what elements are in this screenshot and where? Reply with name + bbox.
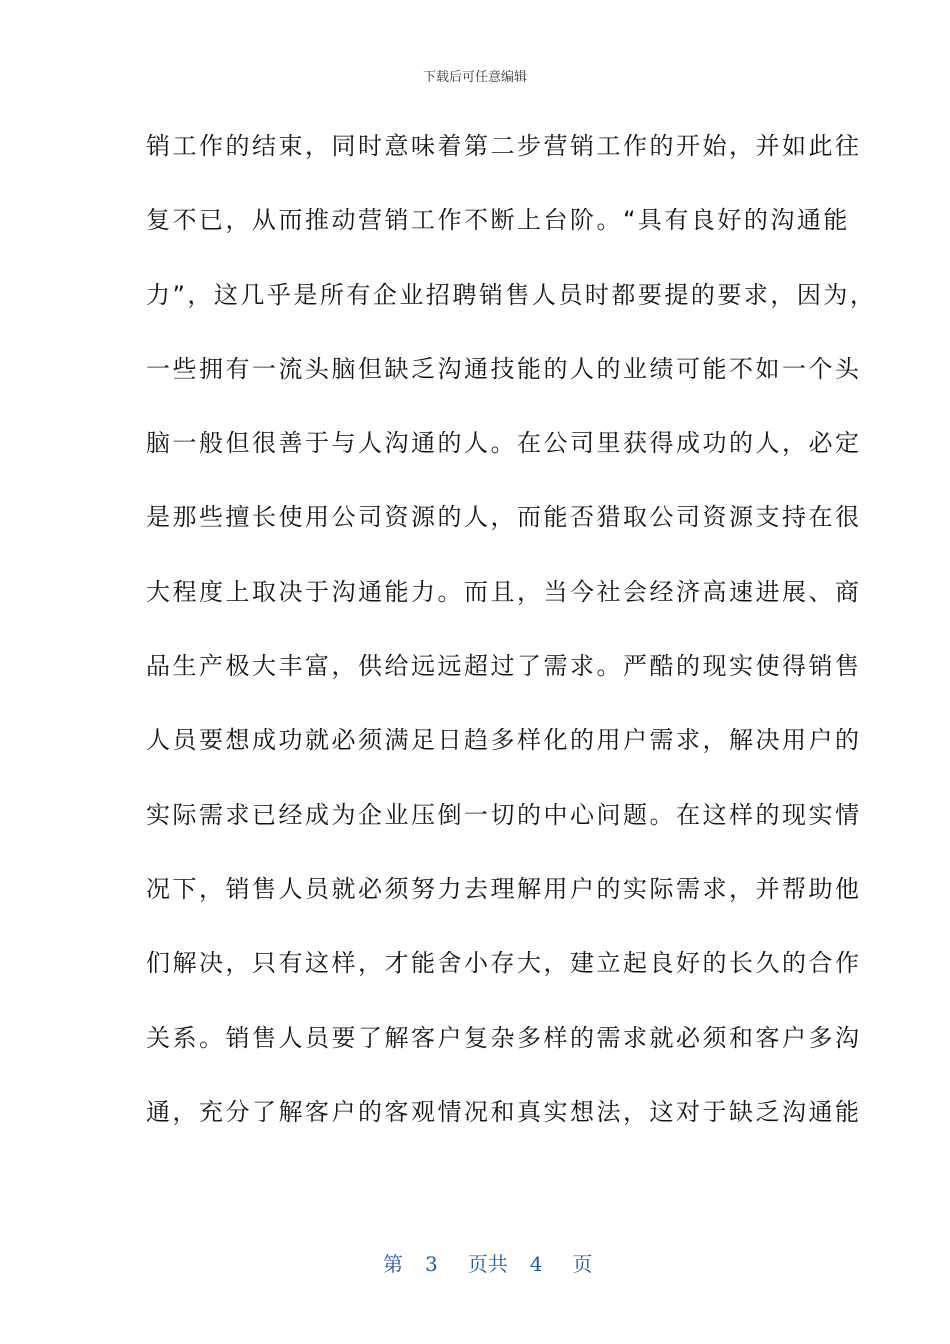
body-line: 复不已，从而推动营销工作不断上台阶。“具有良好的沟通能 — [146, 206, 850, 235]
page-footer — [0, 1224, 950, 1301]
body-line: 大程度上取决于沟通能力。而且，当今社会经济高速进展、商 — [146, 577, 862, 606]
body-line: 一些拥有一流头脑但缺乏沟通技能的人的业绩可能不如一个头 — [146, 354, 862, 383]
current-page-number: 3 — [424, 1252, 438, 1276]
body-line: 们解决，只有这样，才能舍小存大，建立起良好的长久的合作 — [146, 949, 862, 978]
total-pages-number: 4 — [529, 1252, 543, 1276]
footer-prefix: 第 — [382, 1252, 403, 1276]
body-line: 关系。销售人员要了解客户复杂多样的需求就必须和客户多沟 — [146, 1023, 862, 1052]
body-text — [146, 124, 877, 1164]
footer-suffix: 页 — [572, 1252, 593, 1276]
header-note: 下载后可任意编辑 — [422, 70, 527, 85]
body-line: 人员要想成功就必须满足日趋多样化的用户需求，解决用户的 — [146, 726, 862, 755]
body-line: 实际需求已经成为企业压倒一切的中心问题。在这样的现实情 — [146, 800, 862, 829]
body-line: 销工作的结束，同时意味着第二步营销工作的开始，并如此往 — [146, 132, 862, 160]
footer-middle: 页共 — [467, 1252, 508, 1276]
body-line: 通，充分了解客户的客观情况和真实想法，这对于缺乏沟通能 — [146, 1097, 862, 1126]
body-line: 是那些擅长使用公司资源的人，而能否猎取公司资源支持在很 — [146, 503, 862, 532]
body-line: 脑一般但很善于与人沟通的人。在公司里获得成功的人，必定 — [146, 429, 862, 458]
body-line: 况下，销售人员就必须努力去理解用户的实际需求，并帮助他 — [146, 874, 862, 903]
body-line: 品生产极大丰富，供给远远超过了需求。严酷的现实使得销售 — [146, 652, 862, 681]
body-line: 力”，这几乎是所有企业招聘销售人员时都要提的要求，因为， — [146, 280, 877, 309]
